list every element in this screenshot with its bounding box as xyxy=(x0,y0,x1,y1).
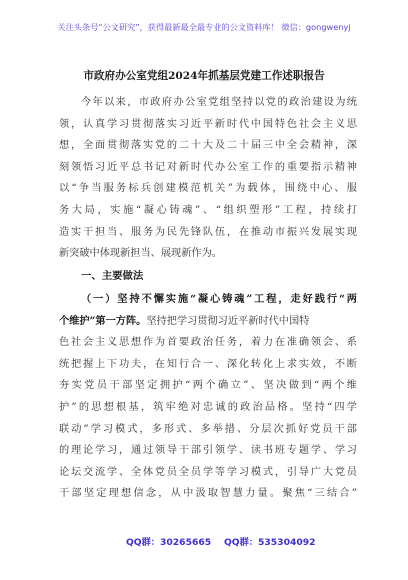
intro-line: 刻领悟习近平总书记对新时代办公室工作的重要指示精神 xyxy=(59,161,357,173)
intro-line: 今年以来，市政府办公室党组坚持以党的政治建设为统 xyxy=(81,97,357,108)
subsection-body-line: 护”的思想根基，筑牢绝对忠诚的政治品格。坚持“四学 xyxy=(59,401,357,413)
header-promo-note: 关注头条号“公文研究”，获得最新最全最专业的公文资料库！ 微信：gongwenyj xyxy=(57,22,351,32)
subsection-body-line: 干部坚定理想信念，从中汲取智慧力量。聚焦“三结合” xyxy=(59,488,357,500)
intro-line: 以“争当服务标兵创建模范机关”为载体，围绕中心、服 xyxy=(59,183,357,195)
subsection-body-line: 论坛交流学、全体党员全员学等学习模式，引导广大党员 xyxy=(59,466,357,478)
intro-line: 领，认真学习贯彻落实习近平新时代中国特色社会主义思 xyxy=(59,118,357,130)
subsection-body-line: 色社会主义思想作为首要政治任务，着力在准确领会、系 xyxy=(59,337,357,349)
footer-qq-group-2: QQ群：535304092 xyxy=(224,537,316,548)
intro-line: 务大局，实施“凝心铸魂”、“组织塑形”工程，持续打 xyxy=(59,204,357,216)
subsection-body-line: 的理论学习，通过领导干部引领学、读书班专题学、学习 xyxy=(59,445,357,457)
footer-qq-group-1: QQ群：30265665 xyxy=(126,537,212,548)
subsection-1-paragraph xyxy=(59,289,357,505)
subsection-body-line: 联动”学习模式，多形式、多举措、分层次抓好党员干部 xyxy=(59,423,357,435)
footer-contact xyxy=(0,534,408,552)
subsection-body-start: 坚持把学习贯彻习近平新时代中国特 xyxy=(146,315,310,327)
subsection-body-line: 统把握上下功夫，在知行合一、深化转化上求实效，不断 xyxy=(59,358,357,370)
subsection-heading-tail: 个维护”第一方阵。 xyxy=(59,314,147,327)
subsection-heading-continuation xyxy=(59,311,357,333)
document-title: 市政府办公室党组2024年抓基层党建工作述职报告 xyxy=(83,70,325,82)
intro-paragraph xyxy=(59,92,357,265)
intro-line: 造实干担当、服务为民先锋队伍，在推动市振兴发展实现 xyxy=(59,226,357,238)
intro-line: 新突破中体现新担当、展现新作为。 xyxy=(59,248,222,260)
subsection-body-line: 夯实党员干部坚定拥护“两个确立”、坚决做到“两个维 xyxy=(59,380,357,392)
subsection-heading-line: （一）坚持不懈实施“凝心铸魂”工程，走好践行“两 xyxy=(81,293,357,305)
intro-line: 想，全面贯彻落实党的二十大及二十届三中全会精神，深 xyxy=(59,140,357,152)
section-heading-main-practices: 一、主要做法 xyxy=(81,270,144,282)
